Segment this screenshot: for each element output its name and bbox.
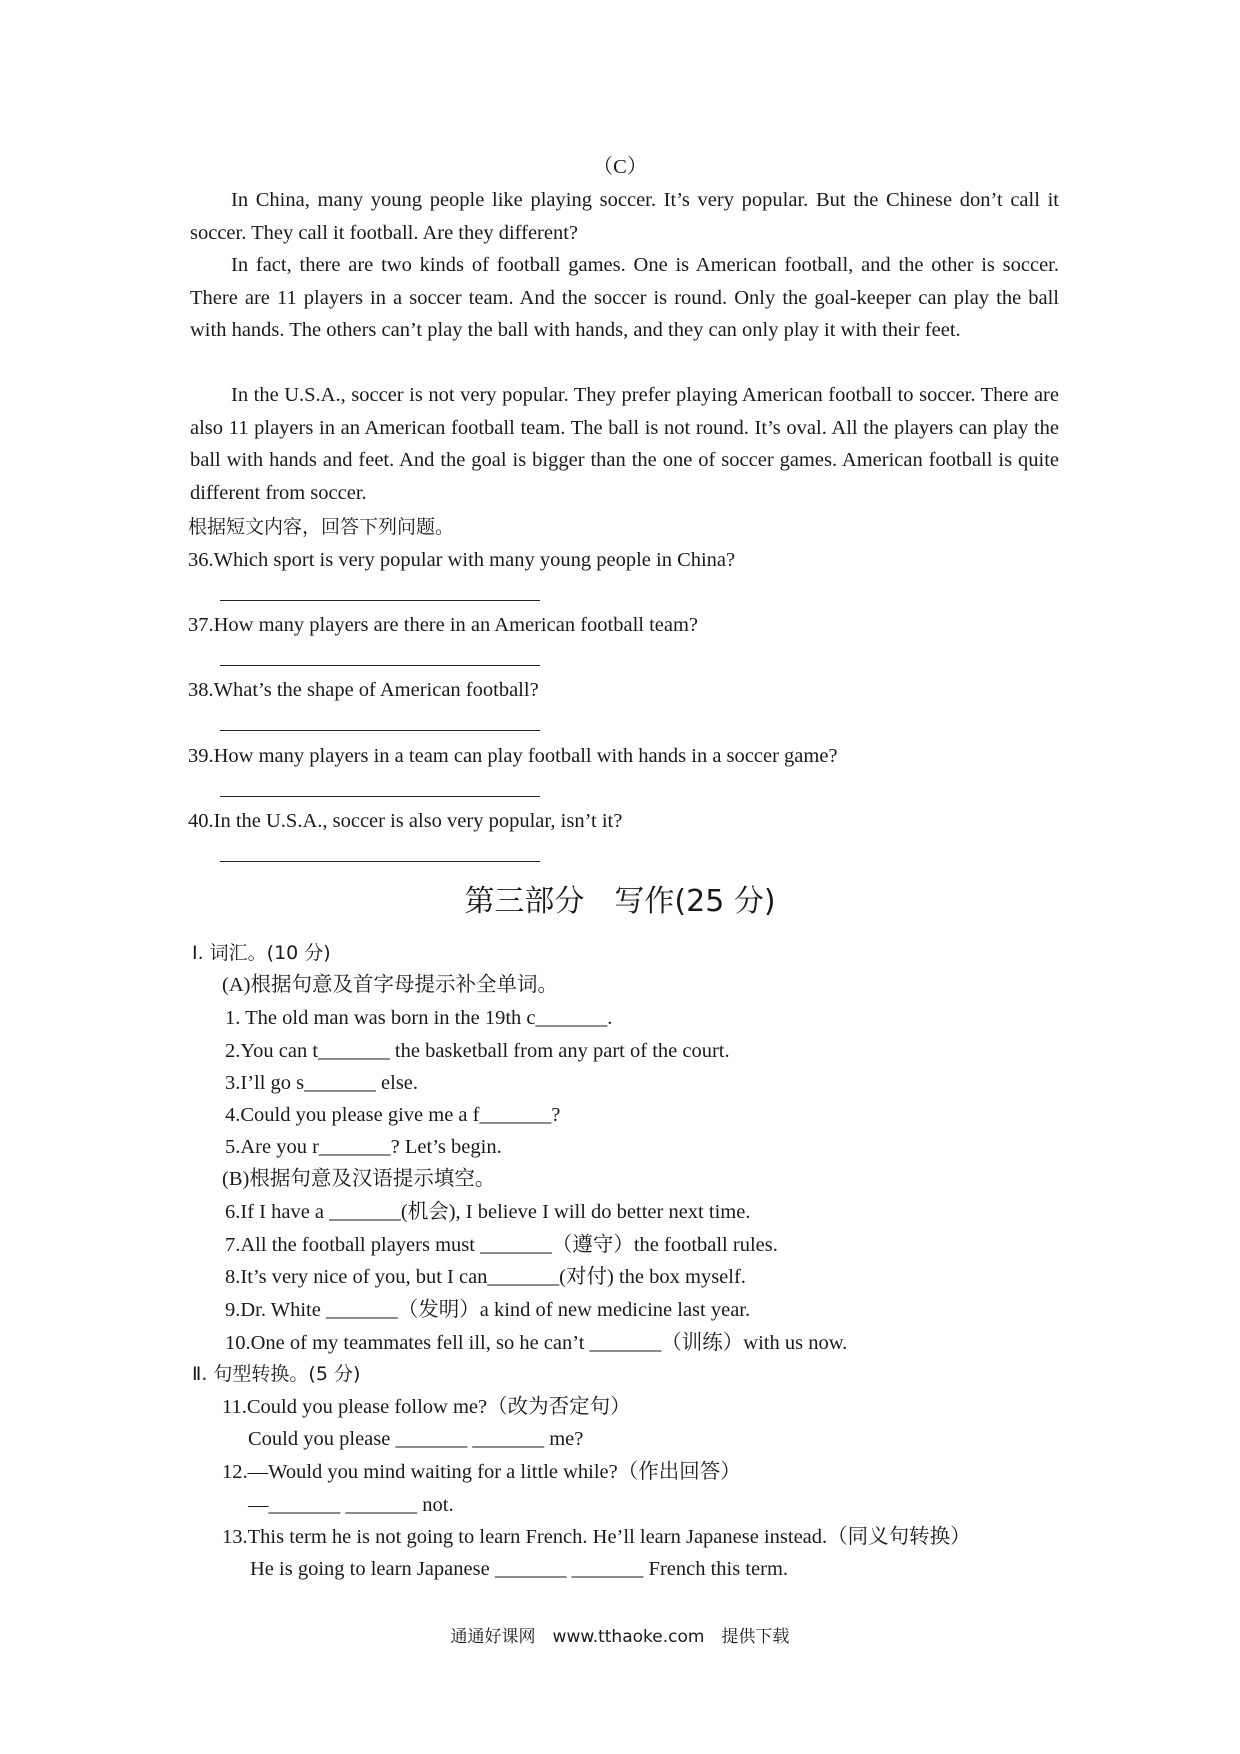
answer-line-36[interactable] bbox=[220, 600, 540, 601]
transform-line-12-answer: —_______ _______ not. bbox=[248, 1494, 454, 1516]
transform-line-13: 13.This term he is not going to learn French. He’ll learn Japanese instead.（同义句转换） bbox=[222, 1526, 971, 1548]
vocab-item-3: 3.I’ll go s_______ else. bbox=[225, 1072, 419, 1094]
page-footer: 通通好课网 www.tthaoke.com 提供下载 bbox=[450, 1627, 790, 1647]
passage-paragraph-2: In fact, there are two kinds of football games. One is American football, and the other is soccer. There are 11 players in a soccer team. And the soccer is round. Only the goal-keeper can play the ball with hands. The others can’t play the ball with hands, and they can only play it with their feet. bbox=[190, 254, 1059, 342]
question-37: 37.How many players are there in an American football team? bbox=[188, 614, 699, 636]
vocab-item-2: 2.You can t_______ the basketball from any part of the court. bbox=[225, 1040, 730, 1062]
vocab-item-9: 9.Dr. White _______（发明）a kind of new medicine last year. bbox=[225, 1299, 751, 1321]
passage-paragraph-1: In China, many young people like playing soccer. It’s very popular. But the Chinese don’t call it soccer. They call it football. Are they different? bbox=[190, 189, 1059, 244]
question-39: 39.How many players in a team can play football with hands in a soccer game? bbox=[188, 745, 838, 767]
answer-line-37[interactable] bbox=[220, 665, 540, 666]
answer-line-40[interactable] bbox=[220, 861, 540, 862]
question-40: 40.In the U.S.A., soccer is also very popular, isn’t it? bbox=[188, 810, 623, 832]
reading-instruction: 根据短文内容，回答下列问题。 bbox=[188, 516, 455, 538]
passage-paragraph-3: In the U.S.A., soccer is not very popular. They prefer playing American football to soccer. There are also 11 players in an American football team. The ball is not round. It’s oval. All the players can play the ball with hands and feet. And the goal is bigger than the one of soccer games. American football is quite different from soccer. bbox=[190, 384, 1059, 504]
vocab-item-6: 6.If I have a _______(机会), I believe I will do better next time. bbox=[225, 1201, 751, 1223]
transform-title: Ⅱ. 句型转换。(5 分) bbox=[192, 1363, 361, 1385]
answer-line-39[interactable] bbox=[220, 796, 540, 797]
vocab-sub-b: (B)根据句意及汉语提示填空。 bbox=[222, 1168, 496, 1190]
question-36: 36.Which sport is very popular with many young people in China? bbox=[188, 549, 736, 571]
part3-heading: 第三部分 写作(25 分) bbox=[464, 884, 776, 919]
transform-line-11: 11.Could you please follow me?（改为否定句） bbox=[222, 1396, 631, 1418]
vocab-title: Ⅰ. 词汇。(10 分) bbox=[192, 942, 331, 964]
transform-line-11-answer: Could you please _______ _______ me? bbox=[248, 1428, 584, 1450]
vocab-item-10: 10.One of my teammates fell ill, so he can’t _______（训练）with us now. bbox=[225, 1332, 848, 1354]
transform-line-12: 12.—Would you mind waiting for a little while?（作出回答） bbox=[222, 1461, 741, 1483]
question-38: 38.What’s the shape of American football? bbox=[188, 679, 539, 701]
vocab-item-4: 4.Could you please give me a f_______? bbox=[225, 1104, 561, 1126]
vocab-item-8: 8.It’s very nice of you, but I can_______(对付) the box myself. bbox=[225, 1266, 746, 1288]
section-c-label: （C） bbox=[592, 156, 648, 178]
vocab-item-1: 1. The old man was born in the 19th c_______. bbox=[225, 1007, 613, 1029]
vocab-item-7: 7.All the football players must _______（遵守）the football rules. bbox=[225, 1234, 778, 1256]
transform-line-13-answer: He is going to learn Japanese _______ _______ French this term. bbox=[250, 1558, 789, 1580]
vocab-item-5: 5.Are you r_______? Let’s begin. bbox=[225, 1136, 502, 1158]
answer-line-38[interactable] bbox=[220, 730, 540, 731]
vocab-sub-a: (A)根据句意及首字母提示补全单词。 bbox=[222, 974, 558, 996]
